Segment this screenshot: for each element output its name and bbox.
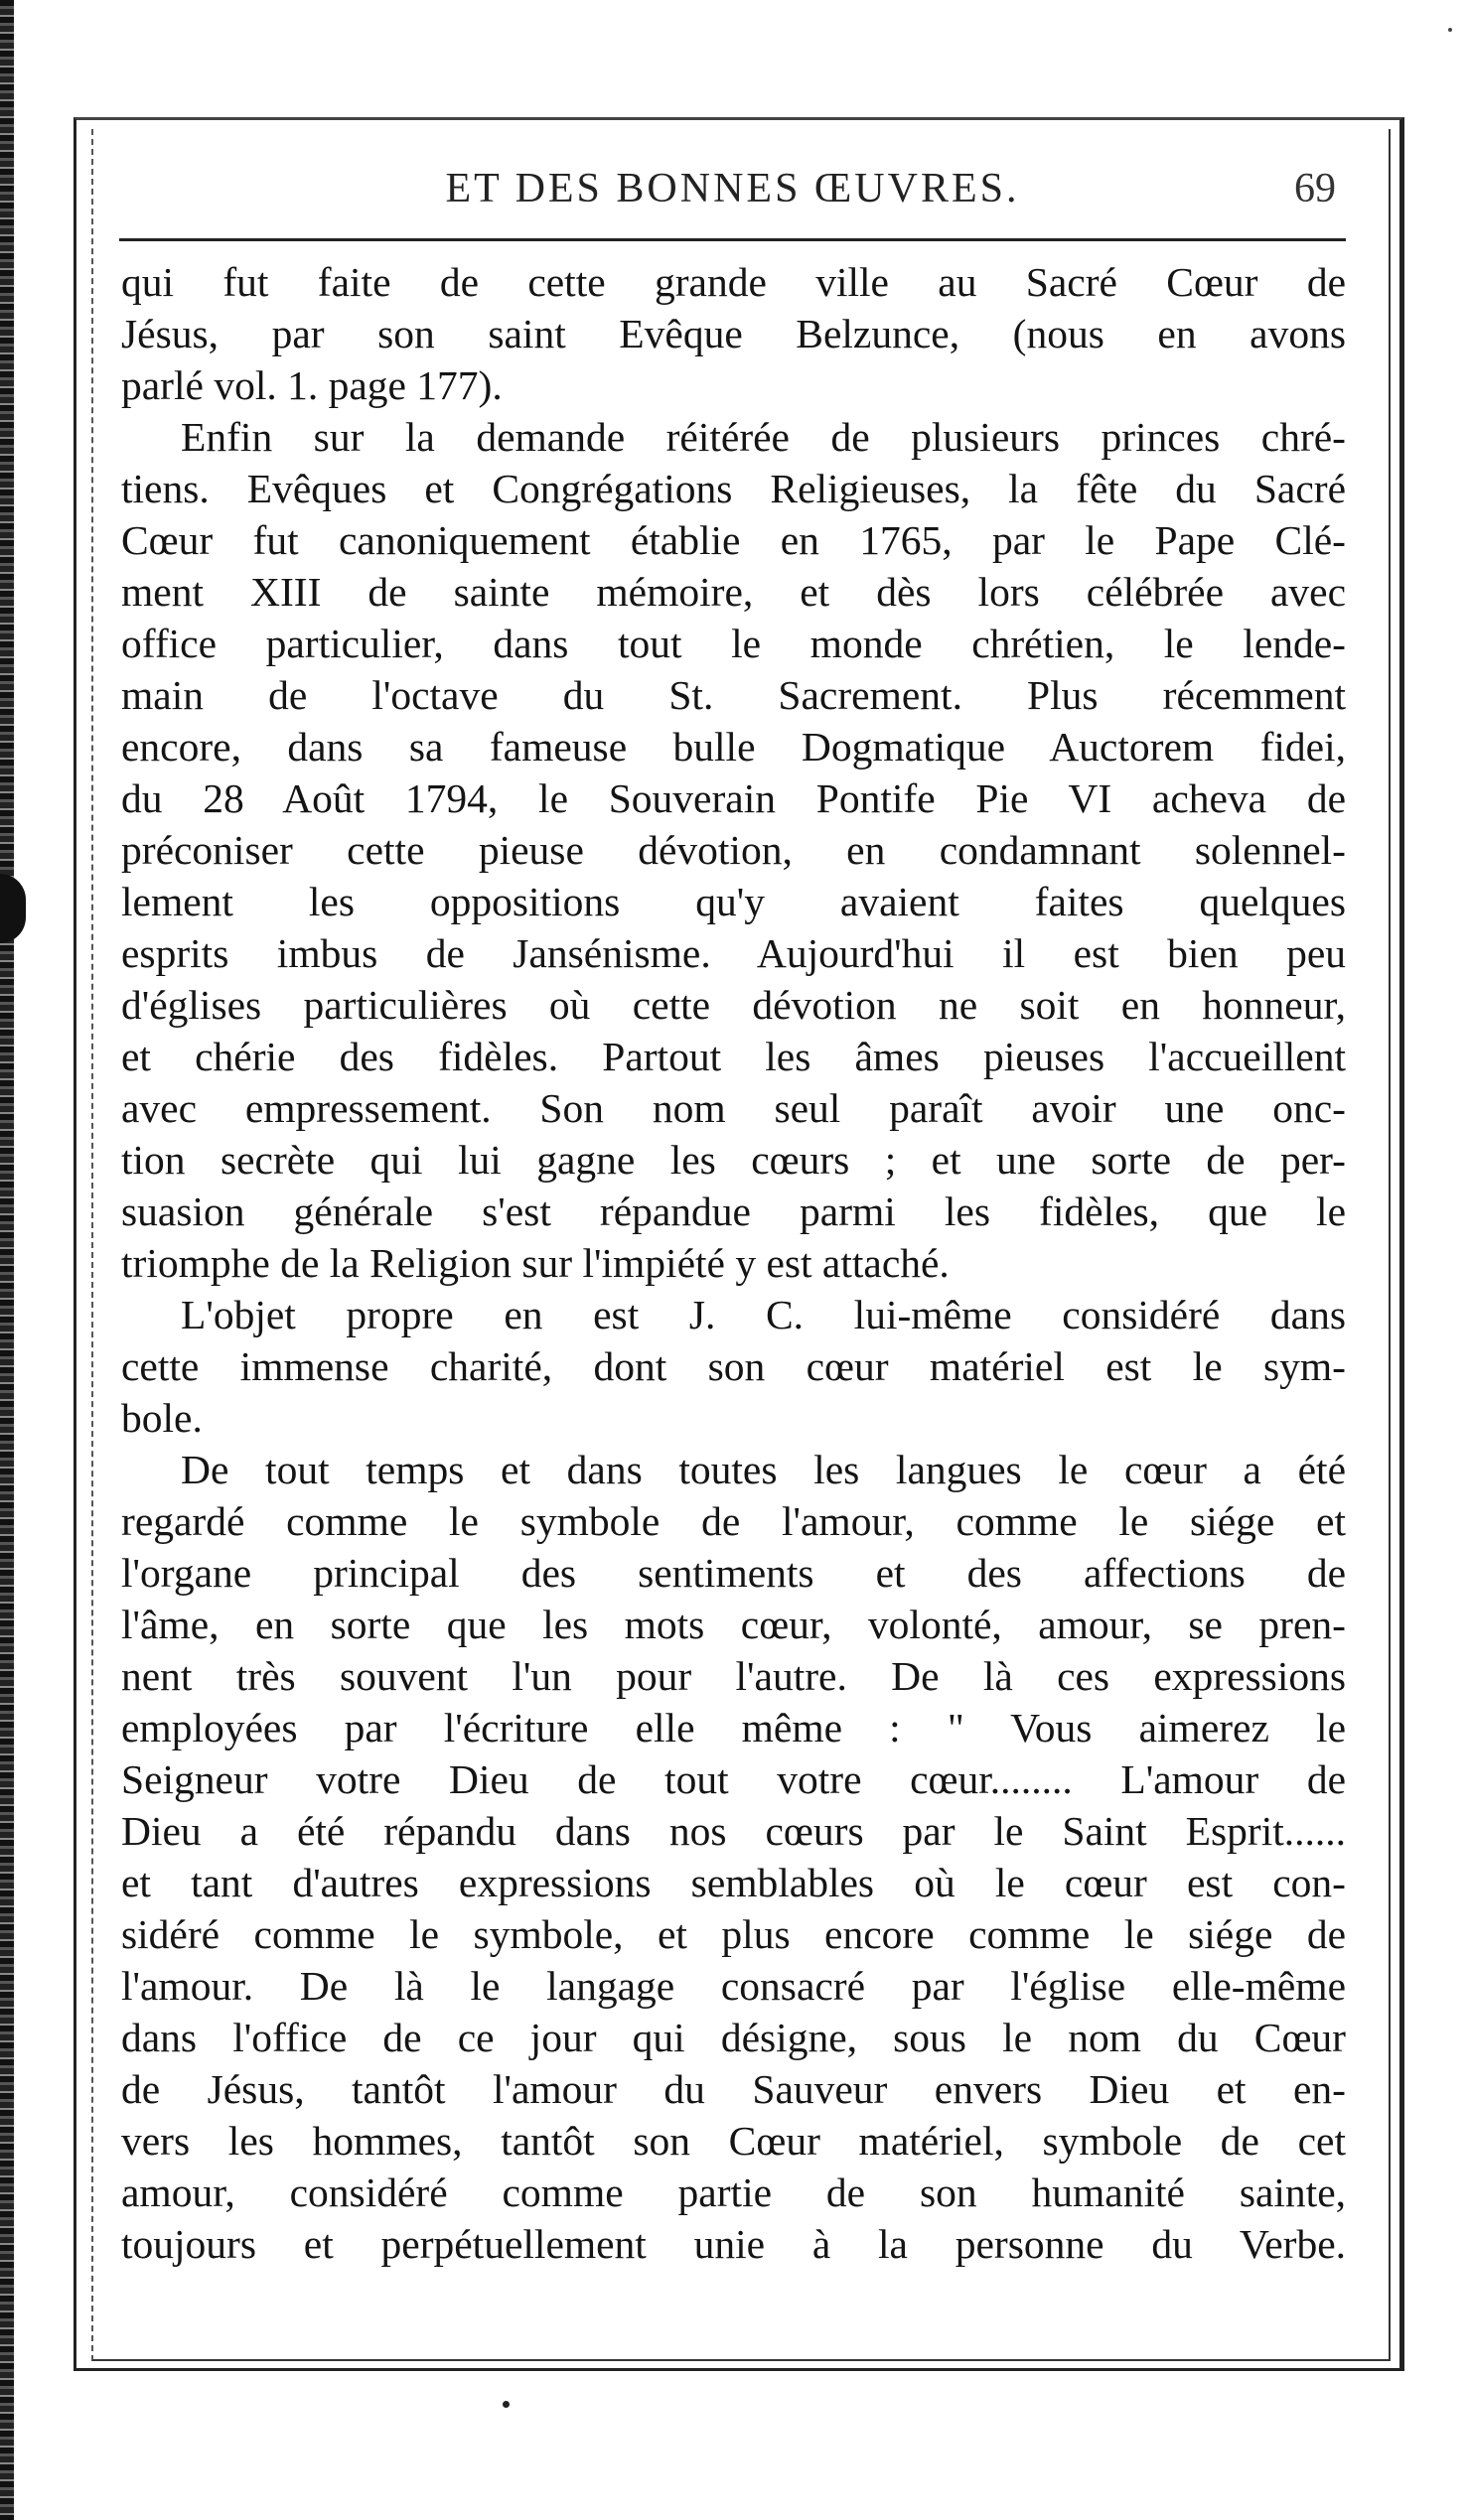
text-line: bole. <box>121 1395 203 1441</box>
text-line: amour, considéré comme partie de son humanité sainte, <box>121 2170 1346 2215</box>
text-line: Cœur fut canoniquement établie en 1765, par le Pape Clé- <box>121 517 1346 563</box>
scan-edge-left <box>0 0 14 2520</box>
text-line: Seigneur votre Dieu de tout votre cœur........ L'amour de <box>121 1756 1346 1802</box>
text-line: suasion générale s'est répandue parmi les fidèles, que le <box>121 1189 1346 1234</box>
text-line: tiens. Evêques et Congrégations Religieuses, la fête du Sacré <box>121 466 1346 511</box>
header-rule <box>119 238 1346 241</box>
text-line: et chérie des fidèles. Partout les âmes pieuses l'accueillent <box>121 1034 1346 1079</box>
text-line: l'amour. De là le langage consacré par l'église elle-même <box>121 1963 1346 2009</box>
text-line: Enfin sur la demande réitérée de plusieurs princes chré- <box>181 414 1346 460</box>
text-line: l'âme, en sorte que les mots cœur, volonté, amour, se pren- <box>121 1602 1346 1647</box>
text-line: d'églises particulières où cette dévotion ne soit en honneur, <box>121 982 1346 1028</box>
text-line: et tant d'autres expressions semblables où le cœur est con- <box>121 1860 1346 1905</box>
text-line: qui fut faite de cette grande ville au Sacré Cœur de <box>121 259 1346 305</box>
scan-speck-bottom <box>503 2401 510 2408</box>
text-line: toujours et perpétuellement unie à la personne du Verbe. <box>121 2221 1346 2267</box>
text-line: L'objet propre en est J. C. lui-même considéré dans <box>181 1292 1346 1337</box>
text-line: tion secrète qui lui gagne les cœurs ; et une sorte de per- <box>121 1137 1346 1183</box>
scan-speck <box>1448 28 1452 32</box>
text-line: l'organe principal des sentiments et des affections de <box>121 1550 1346 1596</box>
page-header <box>119 155 1346 224</box>
text-line: ment XIII de sainte mémoire, et dès lors célébrée avec <box>121 569 1346 615</box>
text-line: lement les oppositions qu'y avaient faites quelques <box>121 879 1346 924</box>
text-line: De tout temps et dans toutes les langues le cœur a été <box>181 1447 1346 1492</box>
text-line: encore, dans sa fameuse bulle Dogmatique Auctorem fidei, <box>121 724 1346 770</box>
text-line: triomphe de la Religion sur l'impiété y est attaché. <box>121 1240 950 1286</box>
page-number: 69 <box>1294 166 1336 211</box>
text-line: regardé comme le symbole de l'amour, comme le siége et <box>121 1498 1346 1544</box>
body-text <box>121 256 1346 2270</box>
text-line: préconiser cette pieuse dévotion, en condamnant solennel- <box>121 827 1346 873</box>
text-line: esprits imbus de Jansénisme. Aujourd'hui il est bien peu <box>121 930 1346 976</box>
text-line: avec empressement. Son nom seul paraît avoir une onc- <box>121 1085 1346 1131</box>
text-line: cette immense charité, dont son cœur matériel est le sym- <box>121 1343 1346 1389</box>
text-line: Jésus, par son saint Evêque Belzunce, (nous en avons <box>121 311 1346 356</box>
scan-edge-notch <box>0 874 26 943</box>
text-line: main de l'octave du St. Sacrement. Plus récemment <box>121 672 1346 718</box>
text-line: dans l'office de ce jour qui désigne, sous le nom du Cœur <box>121 2015 1346 2060</box>
text-line: de Jésus, tantôt l'amour du Sauveur envers Dieu et en- <box>121 2066 1346 2112</box>
text-line: vers les hommes, tantôt son Cœur matériel, symbole de cet <box>121 2118 1346 2164</box>
running-title: ET DES BONNES ŒUVRES. <box>445 166 1020 211</box>
text-line: office particulier, dans tout le monde chrétien, le lende- <box>121 621 1346 666</box>
text-line: Dieu a été répandu dans nos cœurs par le Saint Esprit...... <box>121 1808 1346 1854</box>
text-line: du 28 Août 1794, le Souverain Pontife Pie VI acheva de <box>121 775 1346 821</box>
text-line: employées par l'écriture elle même : " Vous aimerez le <box>121 1705 1346 1750</box>
text-line: sidéré comme le symbole, et plus encore comme le siége de <box>121 1911 1346 1957</box>
text-line: nent très souvent l'un pour l'autre. De là ces expressions <box>121 1653 1346 1699</box>
text-line: parlé vol. 1. page 177). <box>121 362 503 408</box>
